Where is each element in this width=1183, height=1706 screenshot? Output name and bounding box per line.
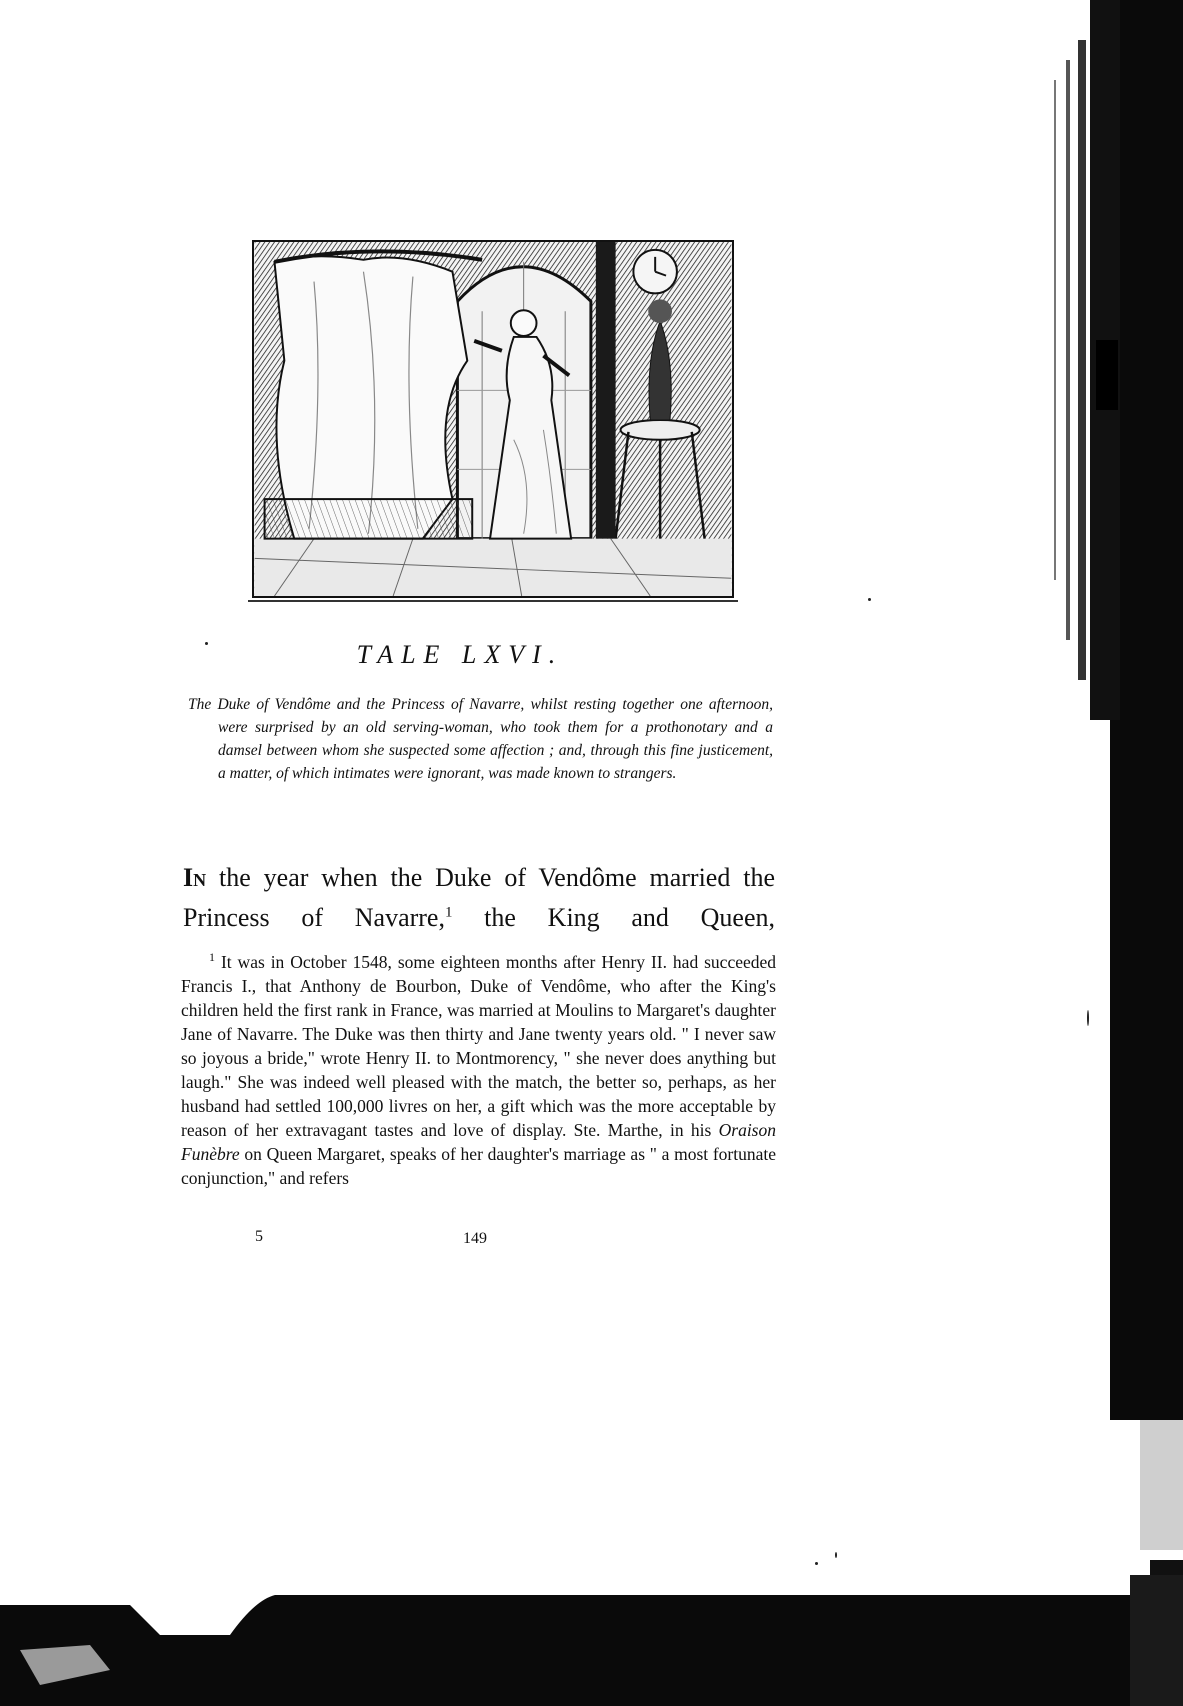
ink-speck — [205, 642, 208, 645]
footnote-paragraph — [181, 950, 776, 1190]
tale-argument — [188, 693, 773, 785]
ink-speck — [835, 1552, 837, 1558]
ink-speck — [815, 1562, 818, 1565]
engraving-illustration — [252, 240, 734, 598]
body-paragraph — [183, 858, 775, 938]
footnote-work-title: Oraison Funèbre — [181, 1120, 776, 1164]
argument-text: The Duke of Vendôme and the Princess of Navarre, whilst resting together one afternoon, were surprised by an old serving-woman, who took them for a prothonotary and a damsel between whom she suspected some affection ; and, through this fine justicement, a matter, of which intimates were ignorant, was made known to strangers. — [188, 696, 773, 782]
binding-shadow-artifact — [1030, 0, 1183, 1706]
body-text-part-2: the King and Queen, — [452, 903, 775, 932]
footnote-text: It was in October 1548, some eighteen months after Henry II. had succeeded Francis I., that Anthony de Bourbon, Duke of Vendôme, who after the King's children held the first rank in France, was married at Moulins to Margaret's daughter Jane of Navarre. The Duke was then thirty and Jane twenty years old. " I never saw so joyous a bride," wrote Henry II. to Montmorency, " she never does anything but laugh." She was indeed well pleased with the match, the better so, perhaps, as her husband had settled 100,000 livres on her, a gift which was the more acceptable by reason of her extravagant tastes and love of display. Ste. Marthe, in his — [181, 952, 777, 1140]
page-number: 149 — [463, 1230, 487, 1247]
ink-speck — [868, 598, 871, 601]
tale-title: TALE LXVI. — [356, 640, 564, 669]
footnote — [181, 950, 776, 1190]
printer-signature: 5 — [255, 1228, 263, 1245]
footnote-reference: 1 — [444, 904, 453, 921]
bottom-shadow-artifact — [0, 1575, 1183, 1706]
footnote-text-end: on Queen Margaret, speaks of her daughter's marriage as " a most fortunate conjunction," and refers — [181, 1144, 776, 1188]
body-text-part-1: the year when the Duke of Vendôme married the Princess of Navarre, — [183, 863, 775, 932]
engraving-baseline — [248, 600, 738, 602]
footnote-marker: 1 — [209, 950, 215, 965]
body-lead-word: In — [183, 863, 207, 892]
ink-speck — [1087, 1010, 1089, 1026]
